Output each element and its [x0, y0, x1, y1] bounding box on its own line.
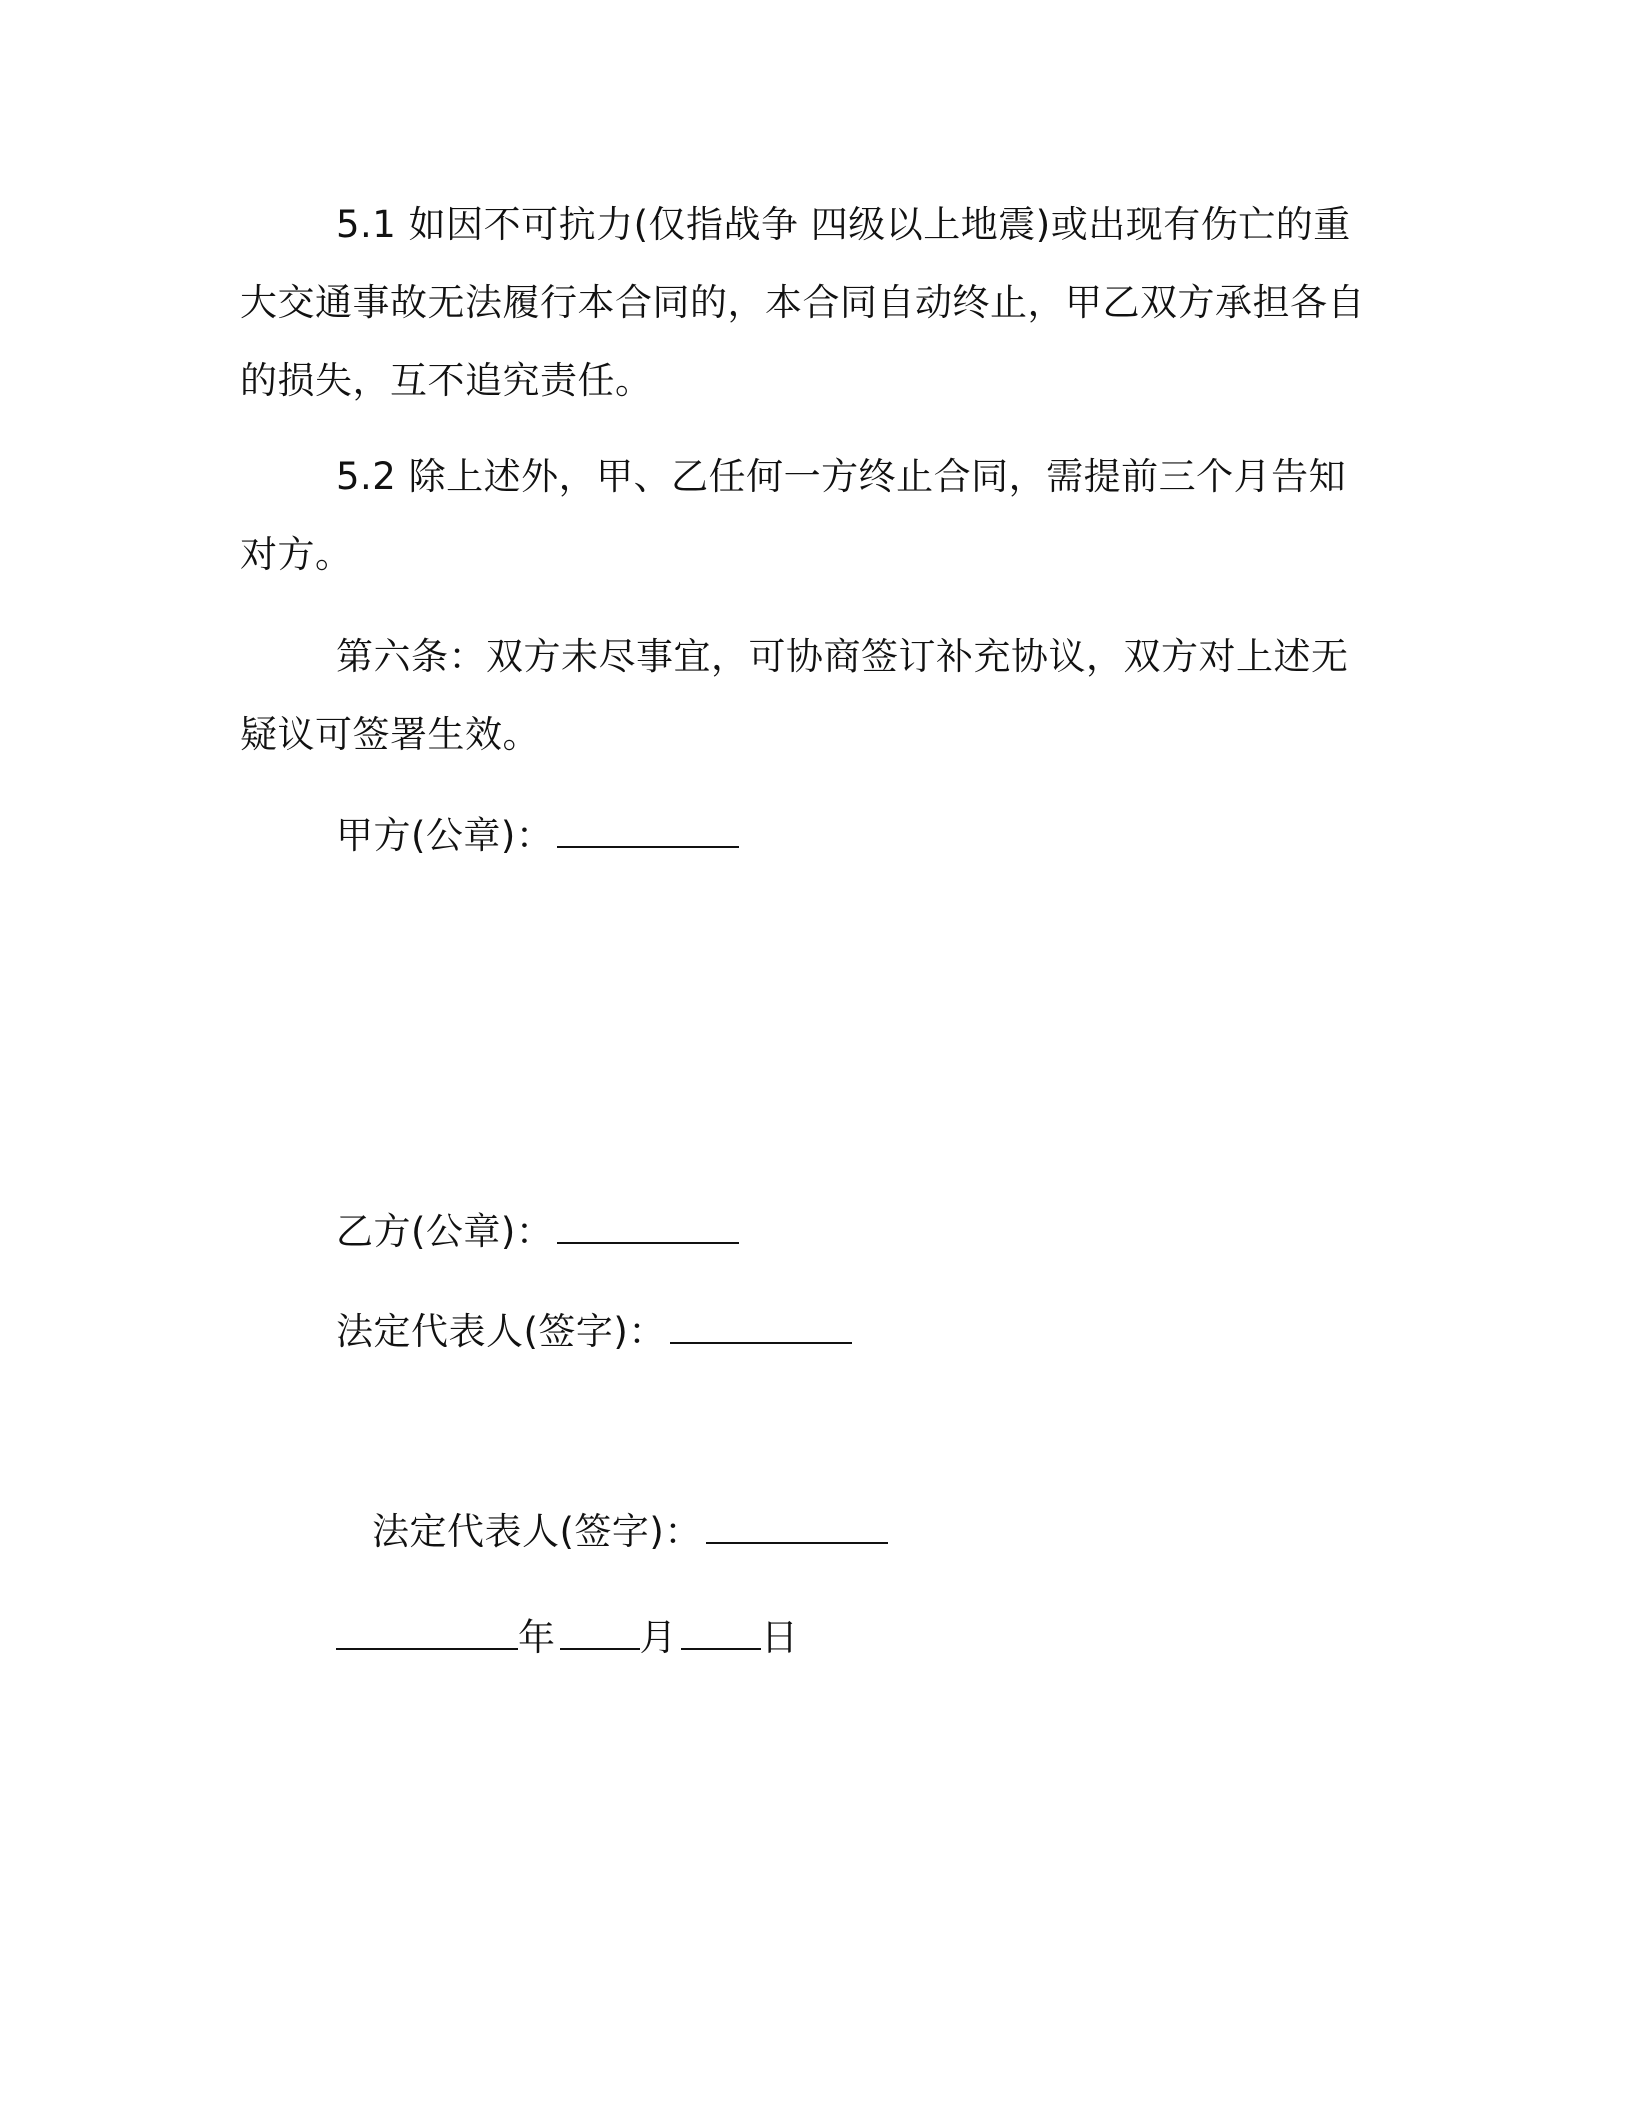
date-month-blank	[560, 1614, 640, 1650]
date-month-label: 月	[639, 1616, 677, 1659]
date-day-label: 日	[761, 1616, 799, 1659]
clause-6: 第六条：双方未尽事宜，可协商签订补充协议，双方对上述无疑议可签署生效。	[240, 635, 1349, 756]
date-year-blank	[336, 1614, 518, 1650]
party-b-blank	[557, 1208, 739, 1244]
legal-rep-label-1: 法定代表人(签字)：	[336, 1310, 666, 1353]
party-a-signature-line	[336, 806, 739, 866]
legal-rep-signature-line-2	[372, 1502, 888, 1562]
legal-rep-blank-1	[670, 1308, 852, 1344]
party-b-label: 乙方(公章)：	[336, 1210, 554, 1253]
legal-rep-blank-2	[706, 1508, 888, 1544]
legal-rep-signature-line-1	[336, 1302, 852, 1362]
clause-5-2: 5.2 除上述外，甲、乙任何一方终止合同，需提前三个月告知对方。	[240, 455, 1347, 576]
legal-rep-label-2: 法定代表人(签字)：	[372, 1510, 702, 1553]
date-line	[336, 1608, 799, 1668]
party-b-signature-line	[336, 1202, 739, 1262]
date-year-label: 年	[518, 1616, 556, 1659]
party-a-label: 甲方(公章)：	[336, 814, 554, 857]
clause-5-1: 5.1 如因不可抗力(仅指战争 四级以上地震)或出现有伤亡的重大交通事故无法履行本合同的，本合同自动终止，甲乙双方承担各自的损失，互不追究责任。	[240, 203, 1365, 402]
date-day-blank	[681, 1614, 761, 1650]
party-a-blank	[557, 812, 739, 848]
